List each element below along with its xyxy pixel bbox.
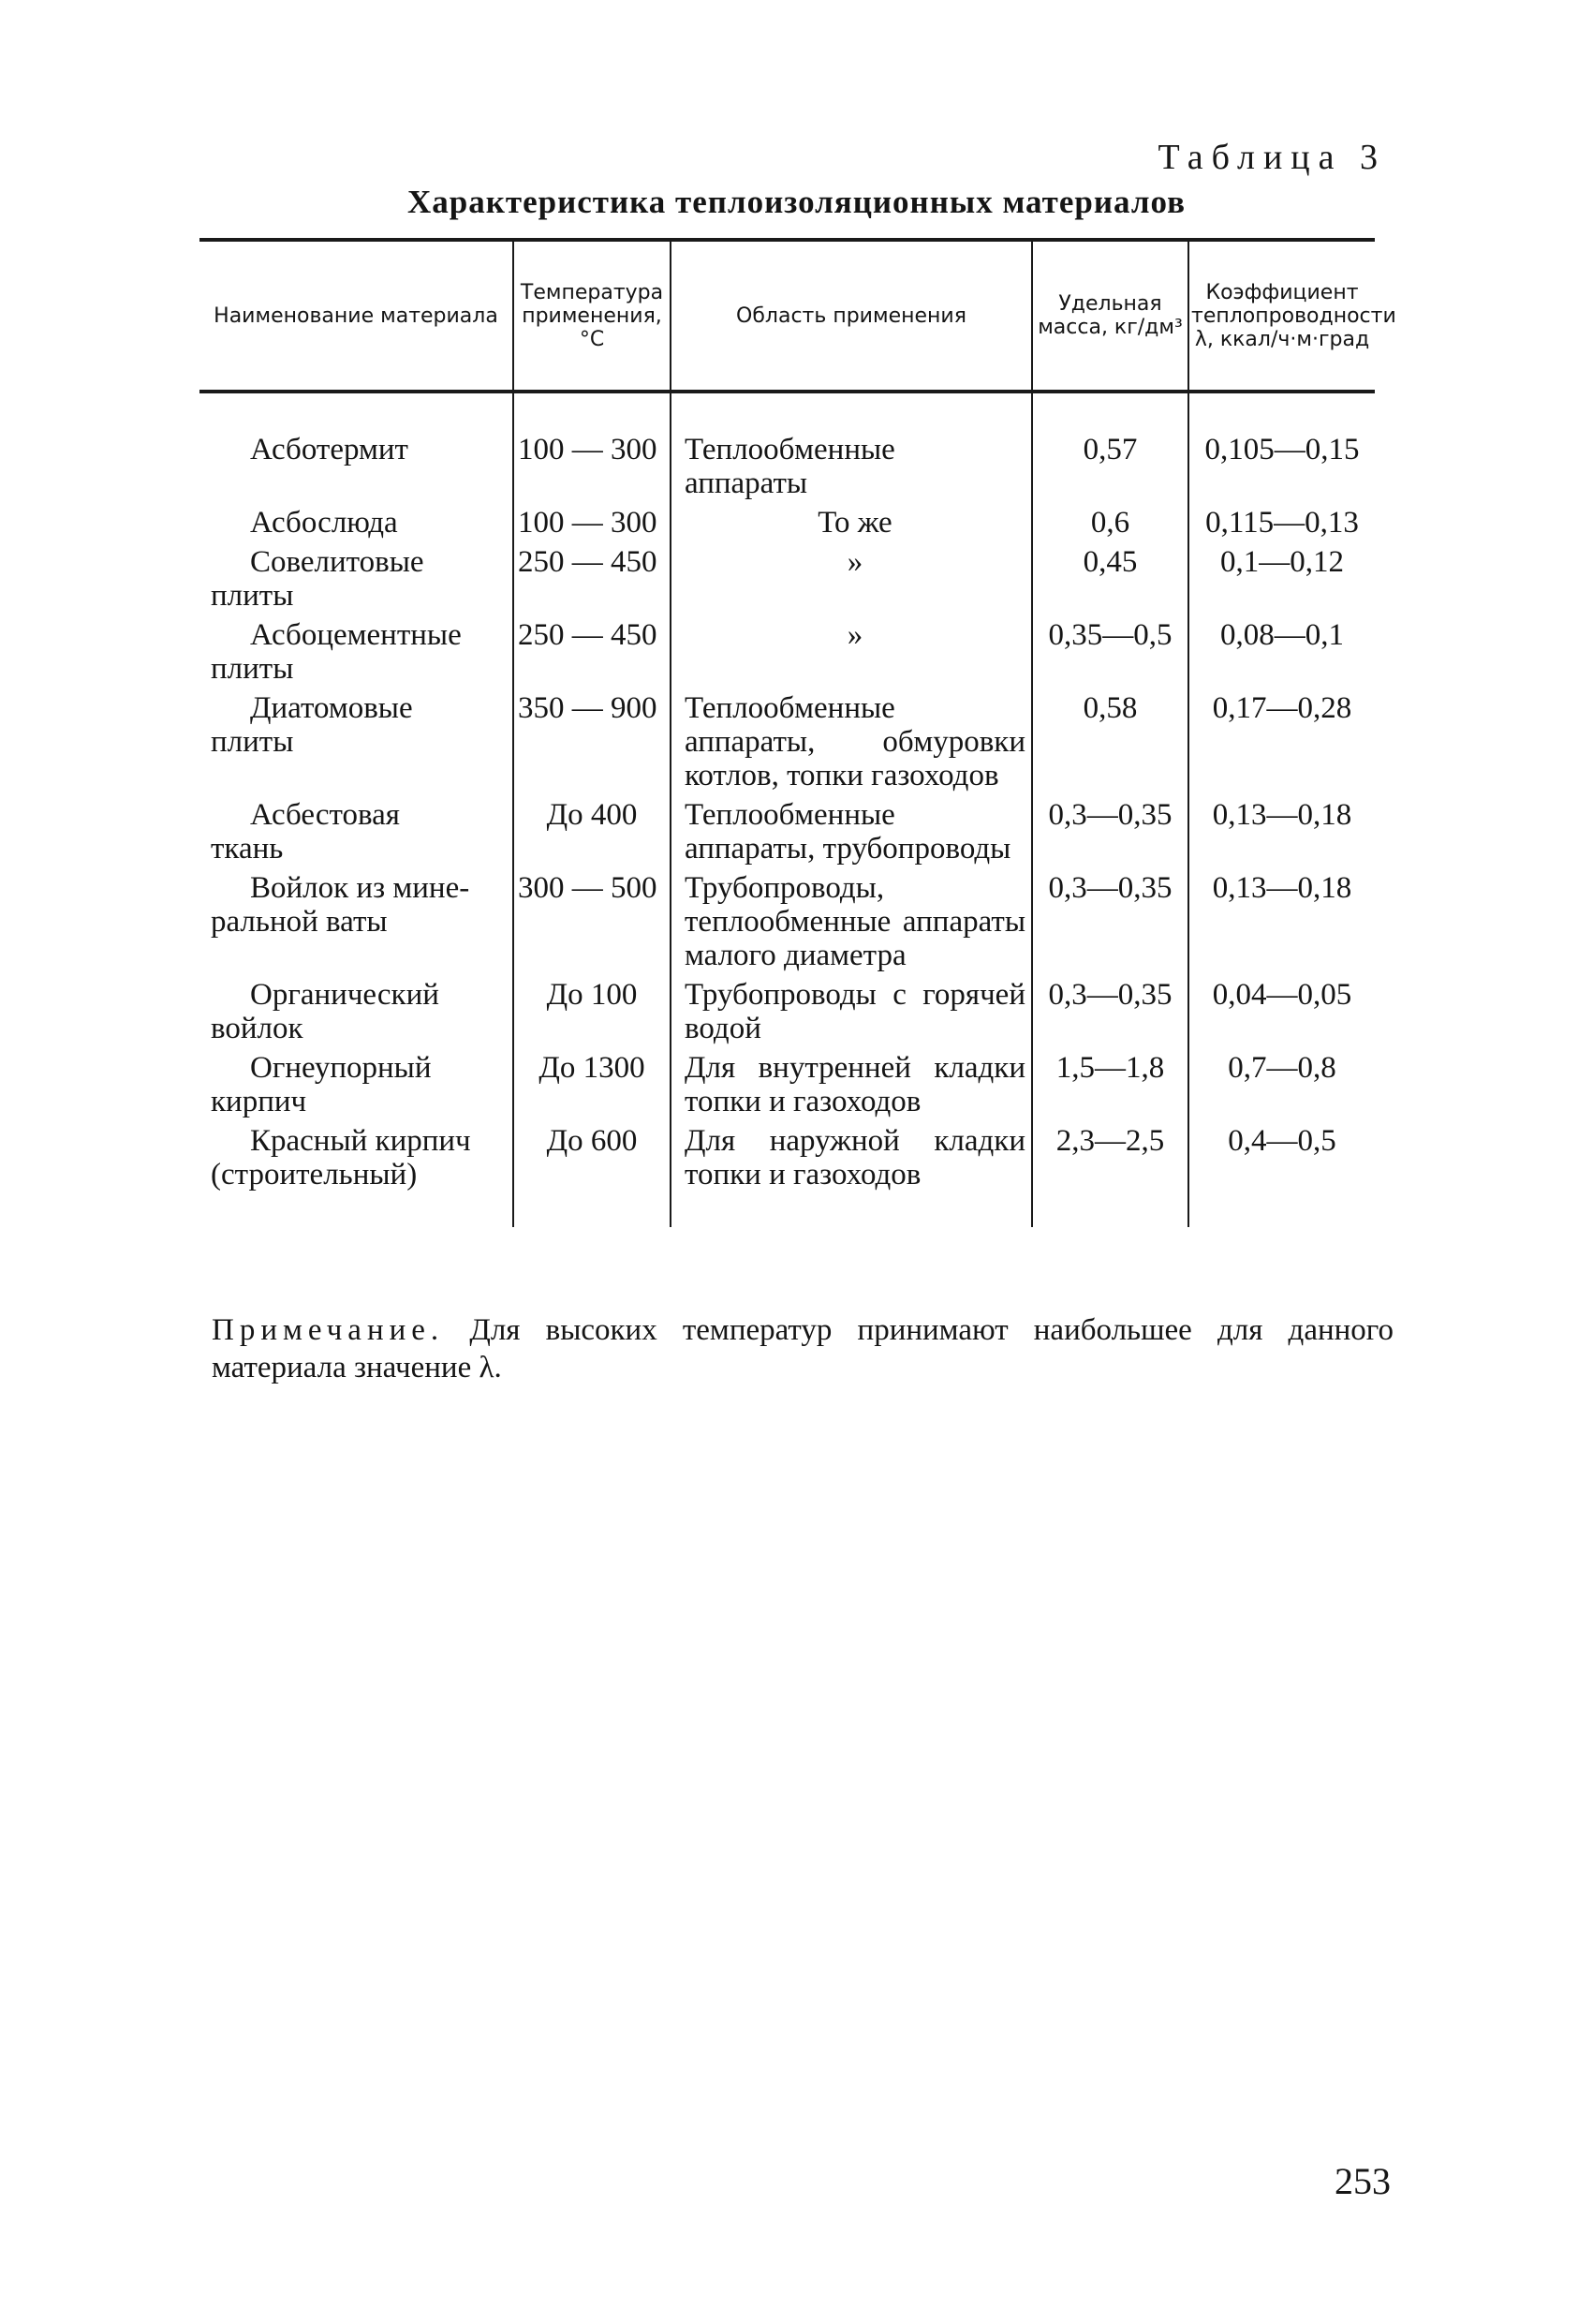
cell-specific-mass: 0,6 xyxy=(1032,503,1188,542)
note-label: Примечание. xyxy=(212,1313,445,1347)
cell-temperature: 300 — 500 xyxy=(513,868,671,975)
cell-application-area: Теплообменные аппараты, обмуровки котлов, топки газоходов xyxy=(671,688,1032,795)
material-name-line-2: плиты xyxy=(211,652,294,686)
cell-thermal-conductivity: 0,105—0,15 xyxy=(1188,392,1375,503)
cell-temperature: До 600 xyxy=(513,1121,671,1227)
header-thermal-conductivity: Коэффициент теплопроводности λ, ккал/ч·м·град xyxy=(1188,240,1375,392)
table-row xyxy=(199,975,1375,1048)
materials-table-wrapper xyxy=(199,238,1396,1227)
material-name-line-2: плиты xyxy=(211,725,294,759)
table-row xyxy=(199,1121,1375,1227)
cell-thermal-conductivity: 0,7—0,8 xyxy=(1188,1048,1375,1121)
cell-temperature: 250 — 450 xyxy=(513,615,671,688)
cell-temperature: 100 — 300 xyxy=(513,503,671,542)
cell-thermal-conductivity: 0,04—0,05 xyxy=(1188,975,1375,1048)
table-caption: Характеристика теплоизоляционных материалов xyxy=(407,184,1186,220)
cell-specific-mass: 2,3—2,5 xyxy=(1032,1121,1188,1227)
cell-thermal-conductivity: 0,1—0,12 xyxy=(1188,542,1375,615)
materials-table xyxy=(199,238,1396,1227)
material-name-line-1: Органический xyxy=(250,978,439,1012)
material-name-line-1: Асботермит xyxy=(250,433,408,466)
material-name-line-1: Совелитовые xyxy=(250,545,424,579)
header-application-area: Область применения xyxy=(671,240,1032,392)
table-row xyxy=(199,392,1375,503)
material-name-line-2: ткань xyxy=(211,832,284,866)
cell-material-name xyxy=(199,615,513,688)
cell-application-area: Трубопроводы с горячей водой xyxy=(671,975,1032,1048)
cell-thermal-conductivity: 0,13—0,18 xyxy=(1188,795,1375,868)
cell-thermal-conductivity: 0,4—0,5 xyxy=(1188,1121,1375,1227)
cell-specific-mass: 0,35—0,5 xyxy=(1032,615,1188,688)
cell-specific-mass: 1,5—1,8 xyxy=(1032,1048,1188,1121)
note-text: Для высоких температур принимают наибольшее для данного материала значение λ. xyxy=(212,1313,1394,1384)
cell-material-name xyxy=(199,868,513,975)
cell-temperature: До 400 xyxy=(513,795,671,868)
table-row xyxy=(199,1048,1375,1121)
table-row xyxy=(199,615,1375,688)
cell-application-area: Для внутренней кладки топки и газоходов xyxy=(671,1048,1032,1121)
table-row xyxy=(199,688,1375,795)
table-row xyxy=(199,503,1375,542)
table-row xyxy=(199,542,1375,615)
table-label: Таблица 3 xyxy=(1158,138,1386,177)
cell-material-name xyxy=(199,503,513,542)
cell-temperature: До 100 xyxy=(513,975,671,1048)
cell-application-area: Для наружной кладки топки и газоходов xyxy=(671,1121,1032,1227)
table-body xyxy=(199,392,1375,1227)
cell-temperature: 350 — 900 xyxy=(513,688,671,795)
table-note xyxy=(212,1311,1394,1386)
material-name-line-1: Войлок из мине- xyxy=(250,871,470,905)
cell-specific-mass: 0,3—0,35 xyxy=(1032,975,1188,1048)
material-name-line-2: ральной ваты xyxy=(211,905,388,939)
cell-material-name xyxy=(199,1121,513,1227)
cell-specific-mass: 0,3—0,35 xyxy=(1032,868,1188,975)
page-number: 253 xyxy=(1335,2160,1391,2202)
header-specific-mass: Удельная масса, кг/дм³ xyxy=(1032,240,1188,392)
cell-material-name xyxy=(199,975,513,1048)
cell-specific-mass: 0,58 xyxy=(1032,688,1188,795)
table-row xyxy=(199,868,1375,975)
cell-material-name xyxy=(199,1048,513,1121)
cell-material-name xyxy=(199,392,513,503)
material-name-line-2: кирпич xyxy=(211,1085,307,1118)
material-name-line-1: Асбестовая xyxy=(250,798,400,832)
cell-application-area: То же xyxy=(671,503,1032,542)
cell-material-name xyxy=(199,688,513,795)
material-name-line-1: Диатомовые xyxy=(250,691,413,725)
cell-application-area: » xyxy=(671,615,1032,688)
cell-temperature: До 1300 xyxy=(513,1048,671,1121)
material-name-line-1: Асбослюда xyxy=(250,506,398,540)
material-name-line-1: Асбоцементные xyxy=(250,618,462,652)
cell-temperature: 250 — 450 xyxy=(513,542,671,615)
cell-application-area: Трубопроводы, теплообменные аппараты малого диаметра xyxy=(671,868,1032,975)
cell-temperature: 100 — 300 xyxy=(513,392,671,503)
header-temperature: Температура применения, °С xyxy=(513,240,671,392)
table-row xyxy=(199,795,1375,868)
cell-thermal-conductivity: 0,08—0,1 xyxy=(1188,615,1375,688)
cell-application-area: Теплообменные аппараты xyxy=(671,392,1032,503)
cell-thermal-conductivity: 0,13—0,18 xyxy=(1188,868,1375,975)
cell-application-area: » xyxy=(671,542,1032,615)
material-name-line-2: плиты xyxy=(211,579,294,613)
material-name-line-2: войлок xyxy=(211,1012,303,1045)
cell-specific-mass: 0,3—0,35 xyxy=(1032,795,1188,868)
cell-specific-mass: 0,45 xyxy=(1032,542,1188,615)
material-name-line-1: Огнеупорный xyxy=(250,1051,432,1085)
cell-thermal-conductivity: 0,17—0,28 xyxy=(1188,688,1375,795)
material-name-line-1: Красный кирпич xyxy=(250,1124,471,1158)
table-header-row xyxy=(199,240,1375,392)
cell-thermal-conductivity: 0,115—0,13 xyxy=(1188,503,1375,542)
header-material-name: Наименование материала xyxy=(214,303,498,328)
cell-application-area: Теплообменные аппараты, трубопроводы xyxy=(671,795,1032,868)
cell-material-name xyxy=(199,795,513,868)
cell-specific-mass: 0,57 xyxy=(1032,392,1188,503)
cell-material-name xyxy=(199,542,513,615)
material-name-line-2: (строительный) xyxy=(211,1158,418,1192)
